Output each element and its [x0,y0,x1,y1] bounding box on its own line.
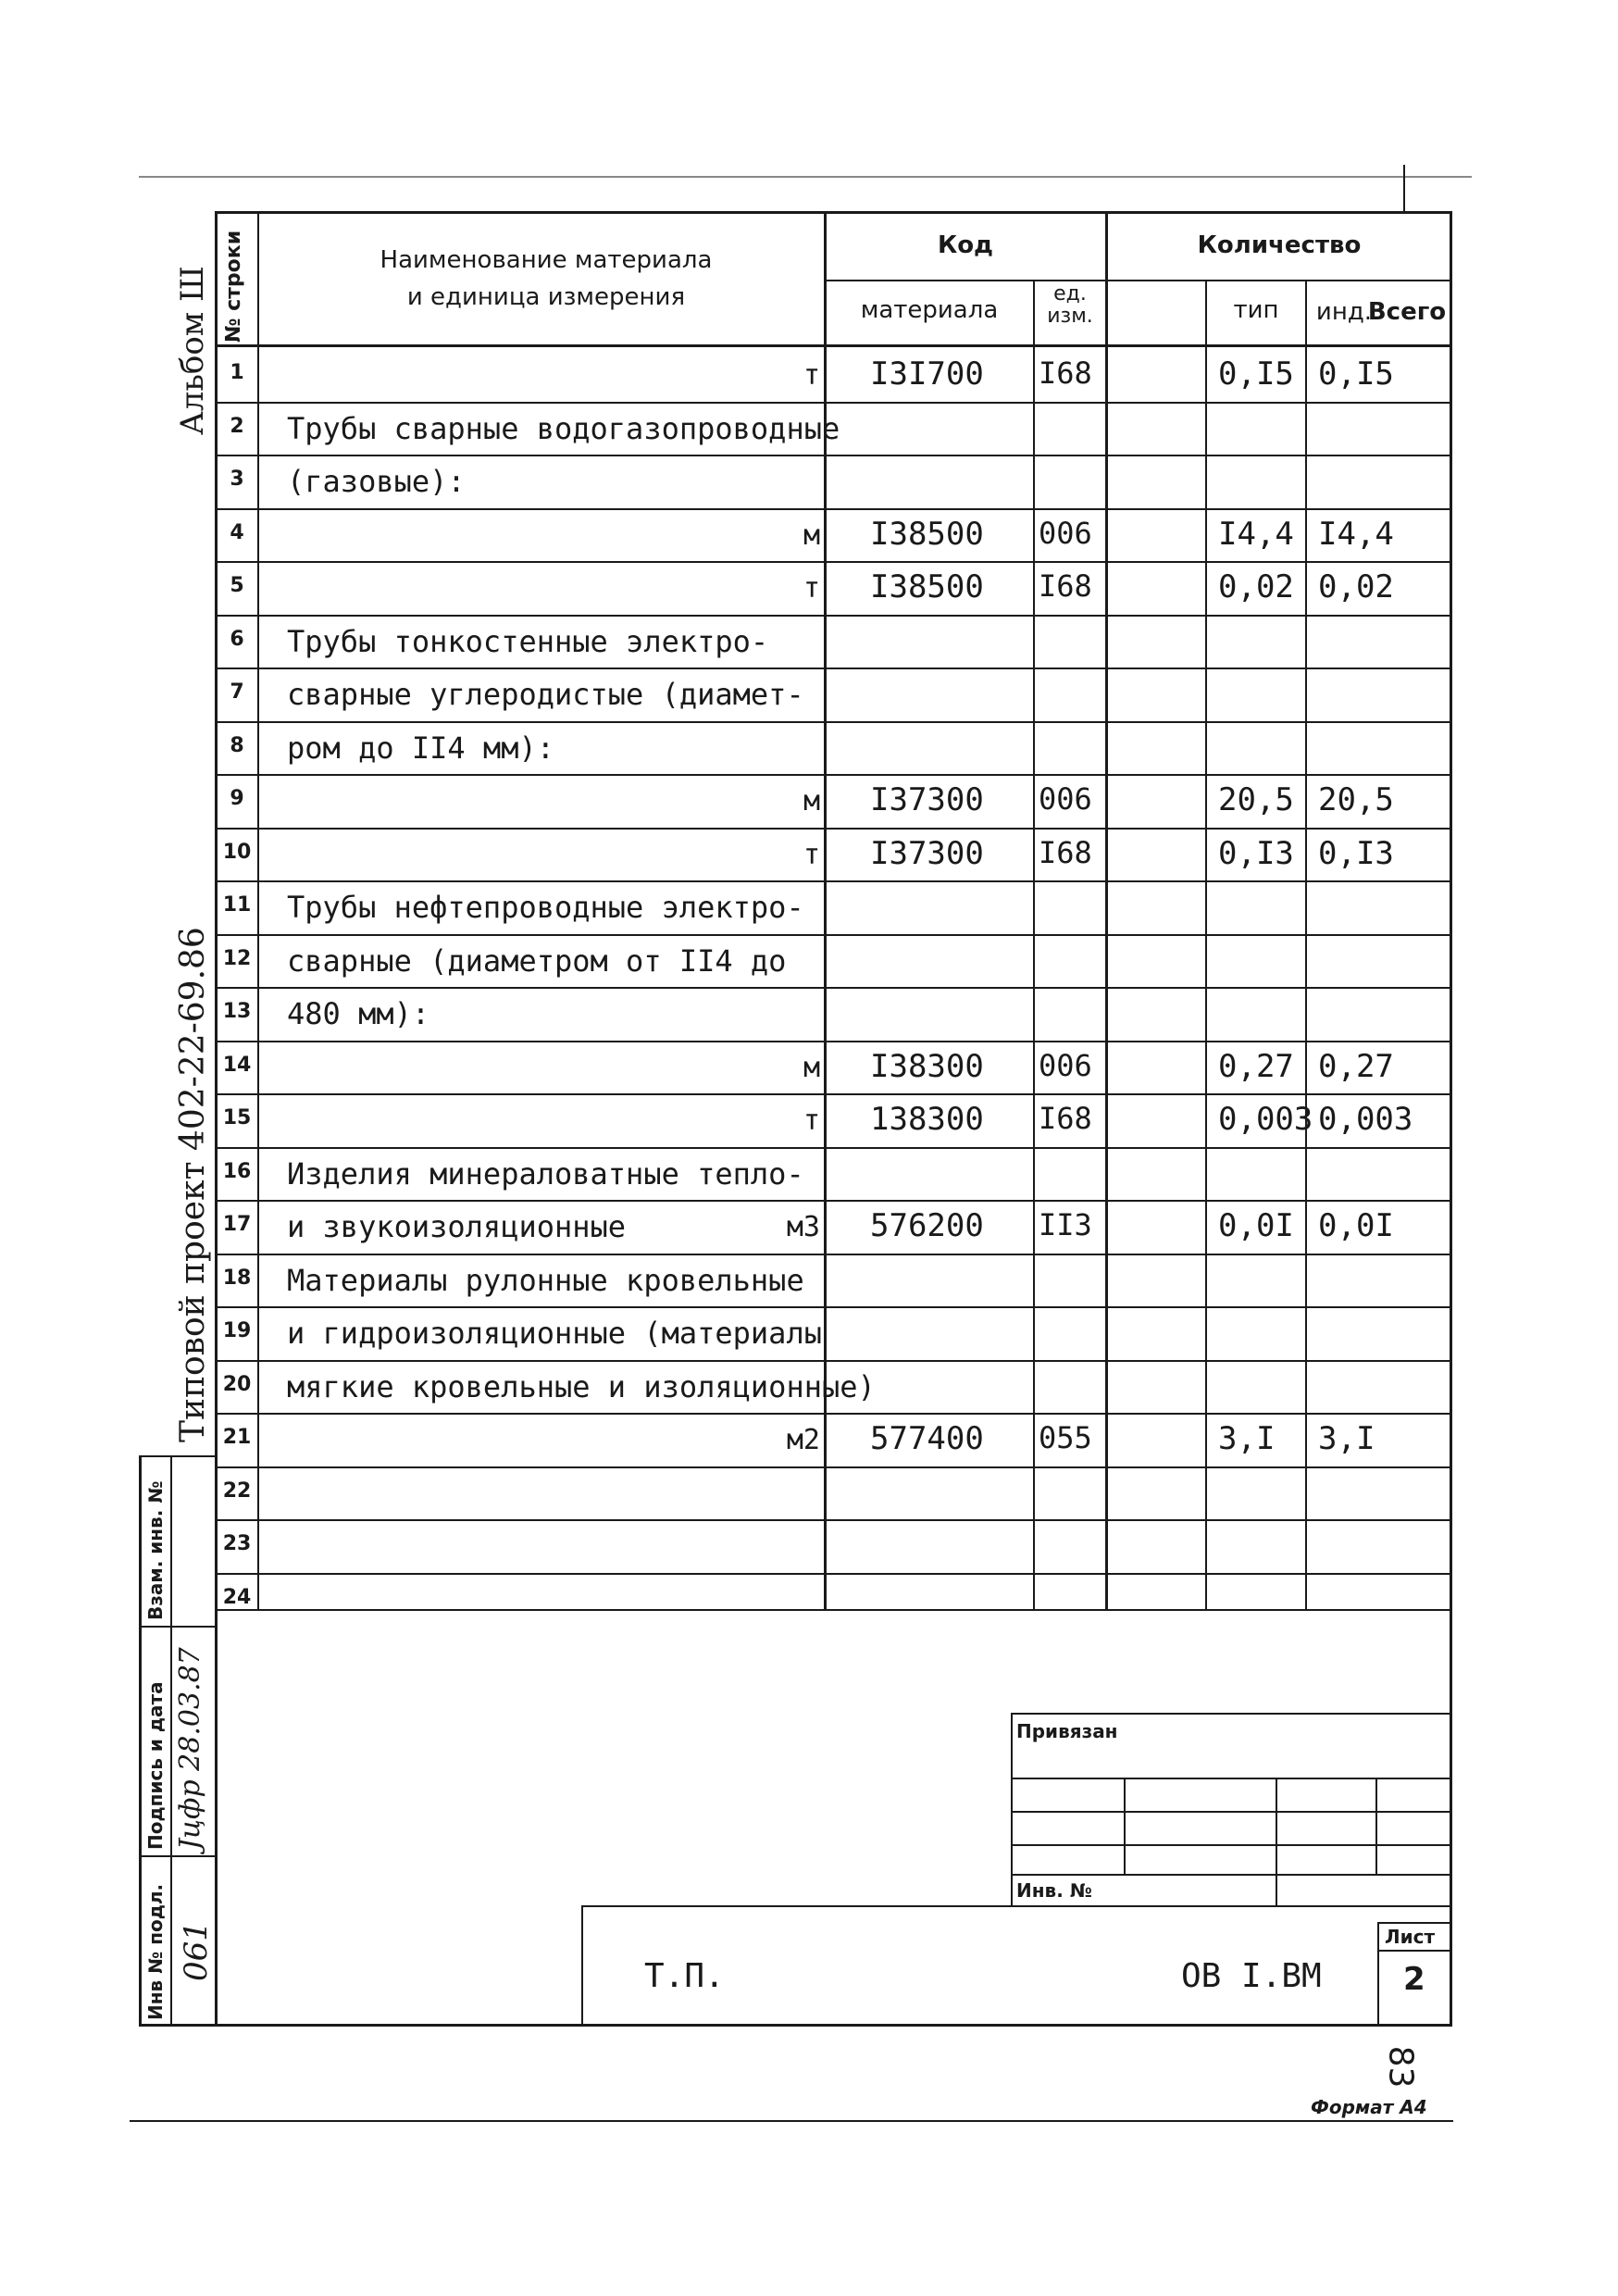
header-kod: Код [937,231,994,259]
stamp-list-label: Лист [1385,1926,1436,1948]
table-row [0,1573,1618,1627]
row-unit-cell: м [803,1051,820,1084]
side-strip-sep-2 [139,1626,217,1628]
row-number-cell: 21 [222,1426,252,1449]
row-number-cell: 14 [222,1053,252,1077]
stamp-line-1 [1011,1778,1451,1779]
row-number-cell: 24 [222,1585,252,1609]
row-number-cell: 4 [230,520,244,544]
vzam-inv-label: Взам. инв. № [144,1480,167,1620]
row-name-cell: Трубы нефтепроводные электро- [287,890,804,925]
header-name-line1: Наименование материала [380,246,713,274]
table-row [0,615,1618,668]
format-label: Формат А4 [1311,2096,1427,2118]
row-vsego-cell: 0,003 [1318,1101,1413,1138]
row-number-cell: 11 [222,893,252,917]
table-row [0,1041,1618,1094]
row-vsego-cell: 3,I [1318,1420,1375,1457]
header-material: материала [860,296,999,324]
header-kolichestvo: Количество [1197,231,1362,259]
row-name-cell: и гидроизоляционные (материалы [287,1316,822,1351]
row-number-cell: 6 [230,627,244,651]
row-number-cell: 20 [222,1372,252,1396]
row-ind-cell: 0,27 [1218,1047,1294,1085]
table-top-line [215,211,1452,214]
table-row [0,987,1618,1041]
header-name-line2: и единица измерения [406,283,686,311]
stamp-list-left [1377,1922,1379,2026]
row-vsego-cell: 0,I5 [1318,356,1394,393]
table-row [0,721,1618,775]
table-row [0,402,1618,455]
table-row [0,1093,1618,1147]
row-vsego-cell: 20,5 [1318,781,1394,818]
footer-rule [130,2120,1453,2122]
table-row [0,934,1618,988]
table-row [0,508,1618,562]
side-strip-sep-3 [139,1855,217,1857]
row-ind-cell: 0,02 [1218,568,1294,605]
row-number-cell: 13 [222,1000,252,1023]
row-name-cell: Изделия минераловатные тепло- [287,1155,804,1192]
stamp-vline-3 [1375,1778,1377,1874]
table-row [0,1466,1618,1520]
row-name-cell: Трубы тонкостенные электро- [287,623,769,659]
row-unit-cell: м [803,518,820,552]
header-bottom-line [215,344,1452,347]
row-number-cell: 8 [230,733,244,757]
row-name-cell: сварные углеродистые (диамет- [287,677,804,712]
podpis-signature: Јцфр 28.03.87 [174,1647,206,1850]
table-row [0,1306,1618,1360]
stamp-line-2 [1011,1811,1451,1813]
row-number-cell: 23 [222,1532,252,1555]
table-row [0,561,1618,615]
row-number-cell: 7 [230,680,244,704]
row-ind-cell: I4,4 [1218,515,1294,553]
row-edizm-cell: 055 [1039,1420,1092,1455]
table-row [0,348,1618,402]
row-ind-cell: 20,5 [1218,781,1294,818]
row-code-cell: I3I700 [870,356,984,393]
header-vsego: Всего [1367,298,1447,326]
top-rule [139,176,1472,178]
row-code-cell: I37300 [870,781,984,818]
inv-podl-label: Инв № подл. [144,1883,167,2020]
row-edizm-cell: I68 [1039,568,1092,604]
row-code-cell: I37300 [870,834,984,872]
inv-podl-value: 061 [178,1921,215,1981]
stamp-line-4 [1011,1874,1451,1876]
row-name-cell: Материалы рулонные кровельные [287,1262,804,1298]
row-unit-cell: м3 [786,1211,820,1243]
row-number-cell: 19 [222,1319,252,1342]
table-row [0,1254,1618,1307]
stamp-list-top [1377,1922,1451,1924]
stamp-tp: Т.П. [644,1957,725,1995]
row-number-cell: 12 [222,946,252,970]
stamp-vline-1 [1124,1778,1126,1874]
row-ind-cell: 0,0I [1218,1207,1294,1244]
row-number-cell: 1 [230,361,244,384]
row-edizm-cell: 006 [1039,515,1092,551]
row-name-cell: 480 мм): [287,996,430,1031]
table-row [0,828,1618,881]
header-ind: инд. [1315,298,1373,326]
row-code-cell: 576200 [870,1207,984,1244]
header-row-number: № строки [222,230,245,343]
row-code-cell: I38500 [870,568,984,605]
row-vsego-cell: I4,4 [1318,515,1394,553]
frame-bottom-line [139,2024,1452,2027]
stamp-main-left [581,1905,583,2026]
table-row [0,1519,1618,1573]
header-tip: тип [1233,296,1279,324]
row-vsego-cell: 0,I3 [1318,834,1394,872]
row-code-cell: 577400 [870,1420,984,1457]
row-edizm-cell: I68 [1039,1101,1092,1136]
stamp-list-mid [1377,1950,1451,1952]
row-number-cell: 9 [230,787,244,810]
header-ed-izm: ед. изм. [1047,282,1093,328]
row-code-cell: 138300 [870,1101,984,1138]
table-row [0,455,1618,508]
row-vsego-cell: 0,02 [1318,568,1394,605]
row-vsego-cell: 0,27 [1318,1047,1394,1085]
row-unit-cell: т [803,572,820,605]
row-code-cell: I38300 [870,1047,984,1085]
row-name-cell: Трубы сварные водогазопроводные [287,410,840,446]
table-row [0,880,1618,934]
row-ind-cell: 3,I [1218,1420,1276,1457]
row-number-cell: 3 [230,468,244,491]
table-row [0,1200,1618,1254]
row-number-cell: 18 [222,1266,252,1290]
row-edizm-cell: I68 [1039,356,1092,391]
stamp-line-3 [1011,1844,1451,1846]
page-mark: 83 [1381,2045,1420,2089]
row-number-cell: 10 [222,840,252,864]
row-name-cell: ром до II4 мм): [287,730,554,766]
row-unit-cell: т [803,1104,820,1137]
row-number-cell: 16 [222,1159,252,1183]
row-code-cell: I38500 [870,515,984,553]
stamp-privyazan-left [1011,1713,1013,1905]
stamp-list-number: 2 [1403,1961,1425,1998]
header-sub-line [826,280,1451,281]
row-number-cell: 5 [230,574,244,597]
row-edizm-cell: I68 [1039,834,1092,870]
row-name-cell: (газовые): [287,464,466,499]
table-row [0,1413,1618,1466]
stamp-privyazan-top [1011,1713,1451,1715]
album-label: Альбом Ш [174,266,211,435]
table-row [0,1147,1618,1201]
row-ind-cell: 0,I5 [1218,356,1294,393]
stamp-vline-2 [1276,1778,1277,1905]
table-row [0,668,1618,721]
row-name-cell: и звукоизоляционные [287,1209,627,1244]
table-row [0,1360,1618,1414]
stamp-privyazan-label: Привязан [1016,1720,1118,1742]
row-edizm-cell: 006 [1039,781,1092,817]
stamp-doc-code: ОВ I.ВМ [1181,1957,1322,1995]
table-row [0,774,1618,828]
row-number-cell: 15 [222,1106,252,1129]
row-name-cell: мягкие кровельные и изоляционные) [287,1368,876,1404]
row-unit-cell: м2 [786,1424,820,1456]
podpis-data-label: Подпись и дата [144,1681,167,1850]
row-ind-cell: 0,I3 [1218,834,1294,872]
stamp-inv-label: Инв. № [1016,1879,1092,1902]
row-unit-cell: м [803,785,820,817]
row-number-cell: 17 [222,1213,252,1236]
row-name-cell: сварные (диаметром от II4 до [287,942,787,979]
row-edizm-cell: 006 [1039,1047,1092,1083]
row-unit-cell: т [803,838,820,871]
row-number-cell: 2 [230,414,244,438]
stamp-main-top [581,1905,1451,1907]
row-edizm-cell: II3 [1039,1207,1092,1242]
project-label: Типовой проект 402-22-69.86 [174,927,212,1442]
row-ind-cell: 0,003 [1218,1101,1313,1138]
frame-corner-tick [1403,165,1405,211]
row-number-cell: 22 [222,1479,252,1503]
row-unit-cell: т [803,359,820,392]
row-vsego-cell: 0,0I [1318,1207,1394,1244]
